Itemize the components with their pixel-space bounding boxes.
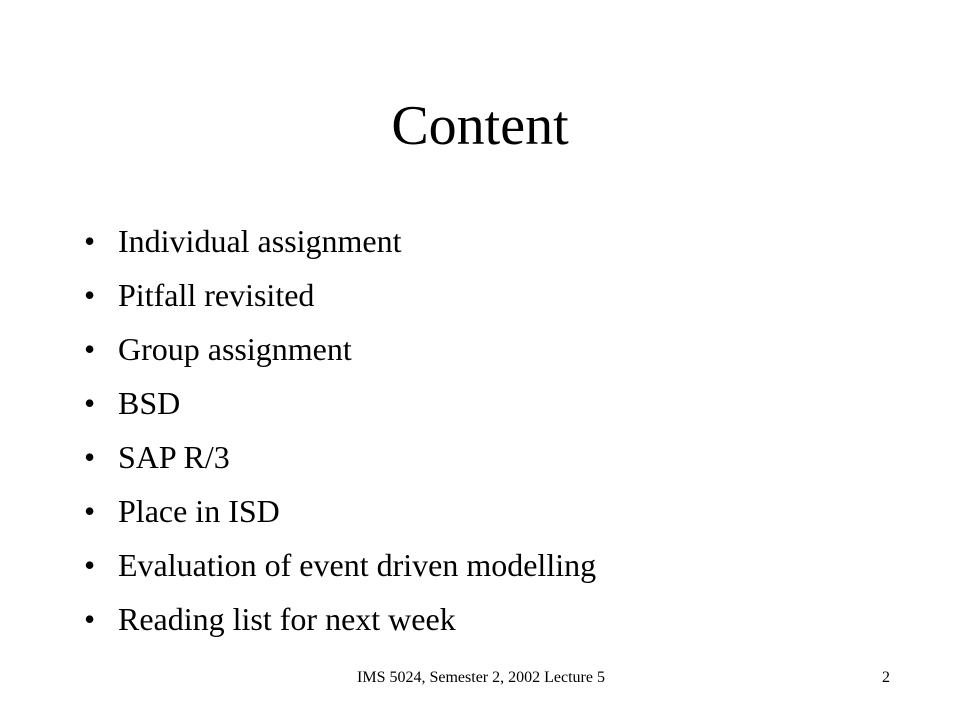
slide-title: Content <box>391 95 569 157</box>
bullet-text: Individual assignment <box>118 223 402 259</box>
bullet-icon: • <box>84 439 96 475</box>
bullet-icon: • <box>84 385 96 421</box>
bullet-text: Reading list for next week <box>118 601 456 637</box>
bullet-text: SAP R/3 <box>118 439 230 475</box>
bullet-icon: • <box>84 493 96 529</box>
bullet-icon: • <box>84 277 96 313</box>
bullet-item <box>84 430 596 484</box>
bullet-text: Place in ISD <box>118 493 280 529</box>
bullet-item <box>84 214 596 268</box>
bullet-text: Group assignment <box>118 331 352 367</box>
bullet-item <box>84 538 596 592</box>
bullet-item <box>84 484 596 538</box>
bullet-item <box>84 592 596 646</box>
bullet-item <box>84 376 596 430</box>
slide-footer: IMS 5024, Semester 2, 2002 Lecture 5 <box>357 669 605 686</box>
bullet-icon: • <box>84 331 96 367</box>
bullet-text: Evaluation of event driven modelling <box>118 547 597 583</box>
bullet-item <box>84 322 596 376</box>
bullet-list <box>84 214 596 646</box>
bullet-item <box>84 268 596 322</box>
bullet-text: Pitfall revisited <box>118 277 315 313</box>
page-number: 2 <box>882 669 890 686</box>
bullet-text: BSD <box>118 385 181 421</box>
bullet-icon: • <box>84 601 96 637</box>
bullet-icon: • <box>84 547 96 583</box>
bullet-icon: • <box>84 223 96 259</box>
